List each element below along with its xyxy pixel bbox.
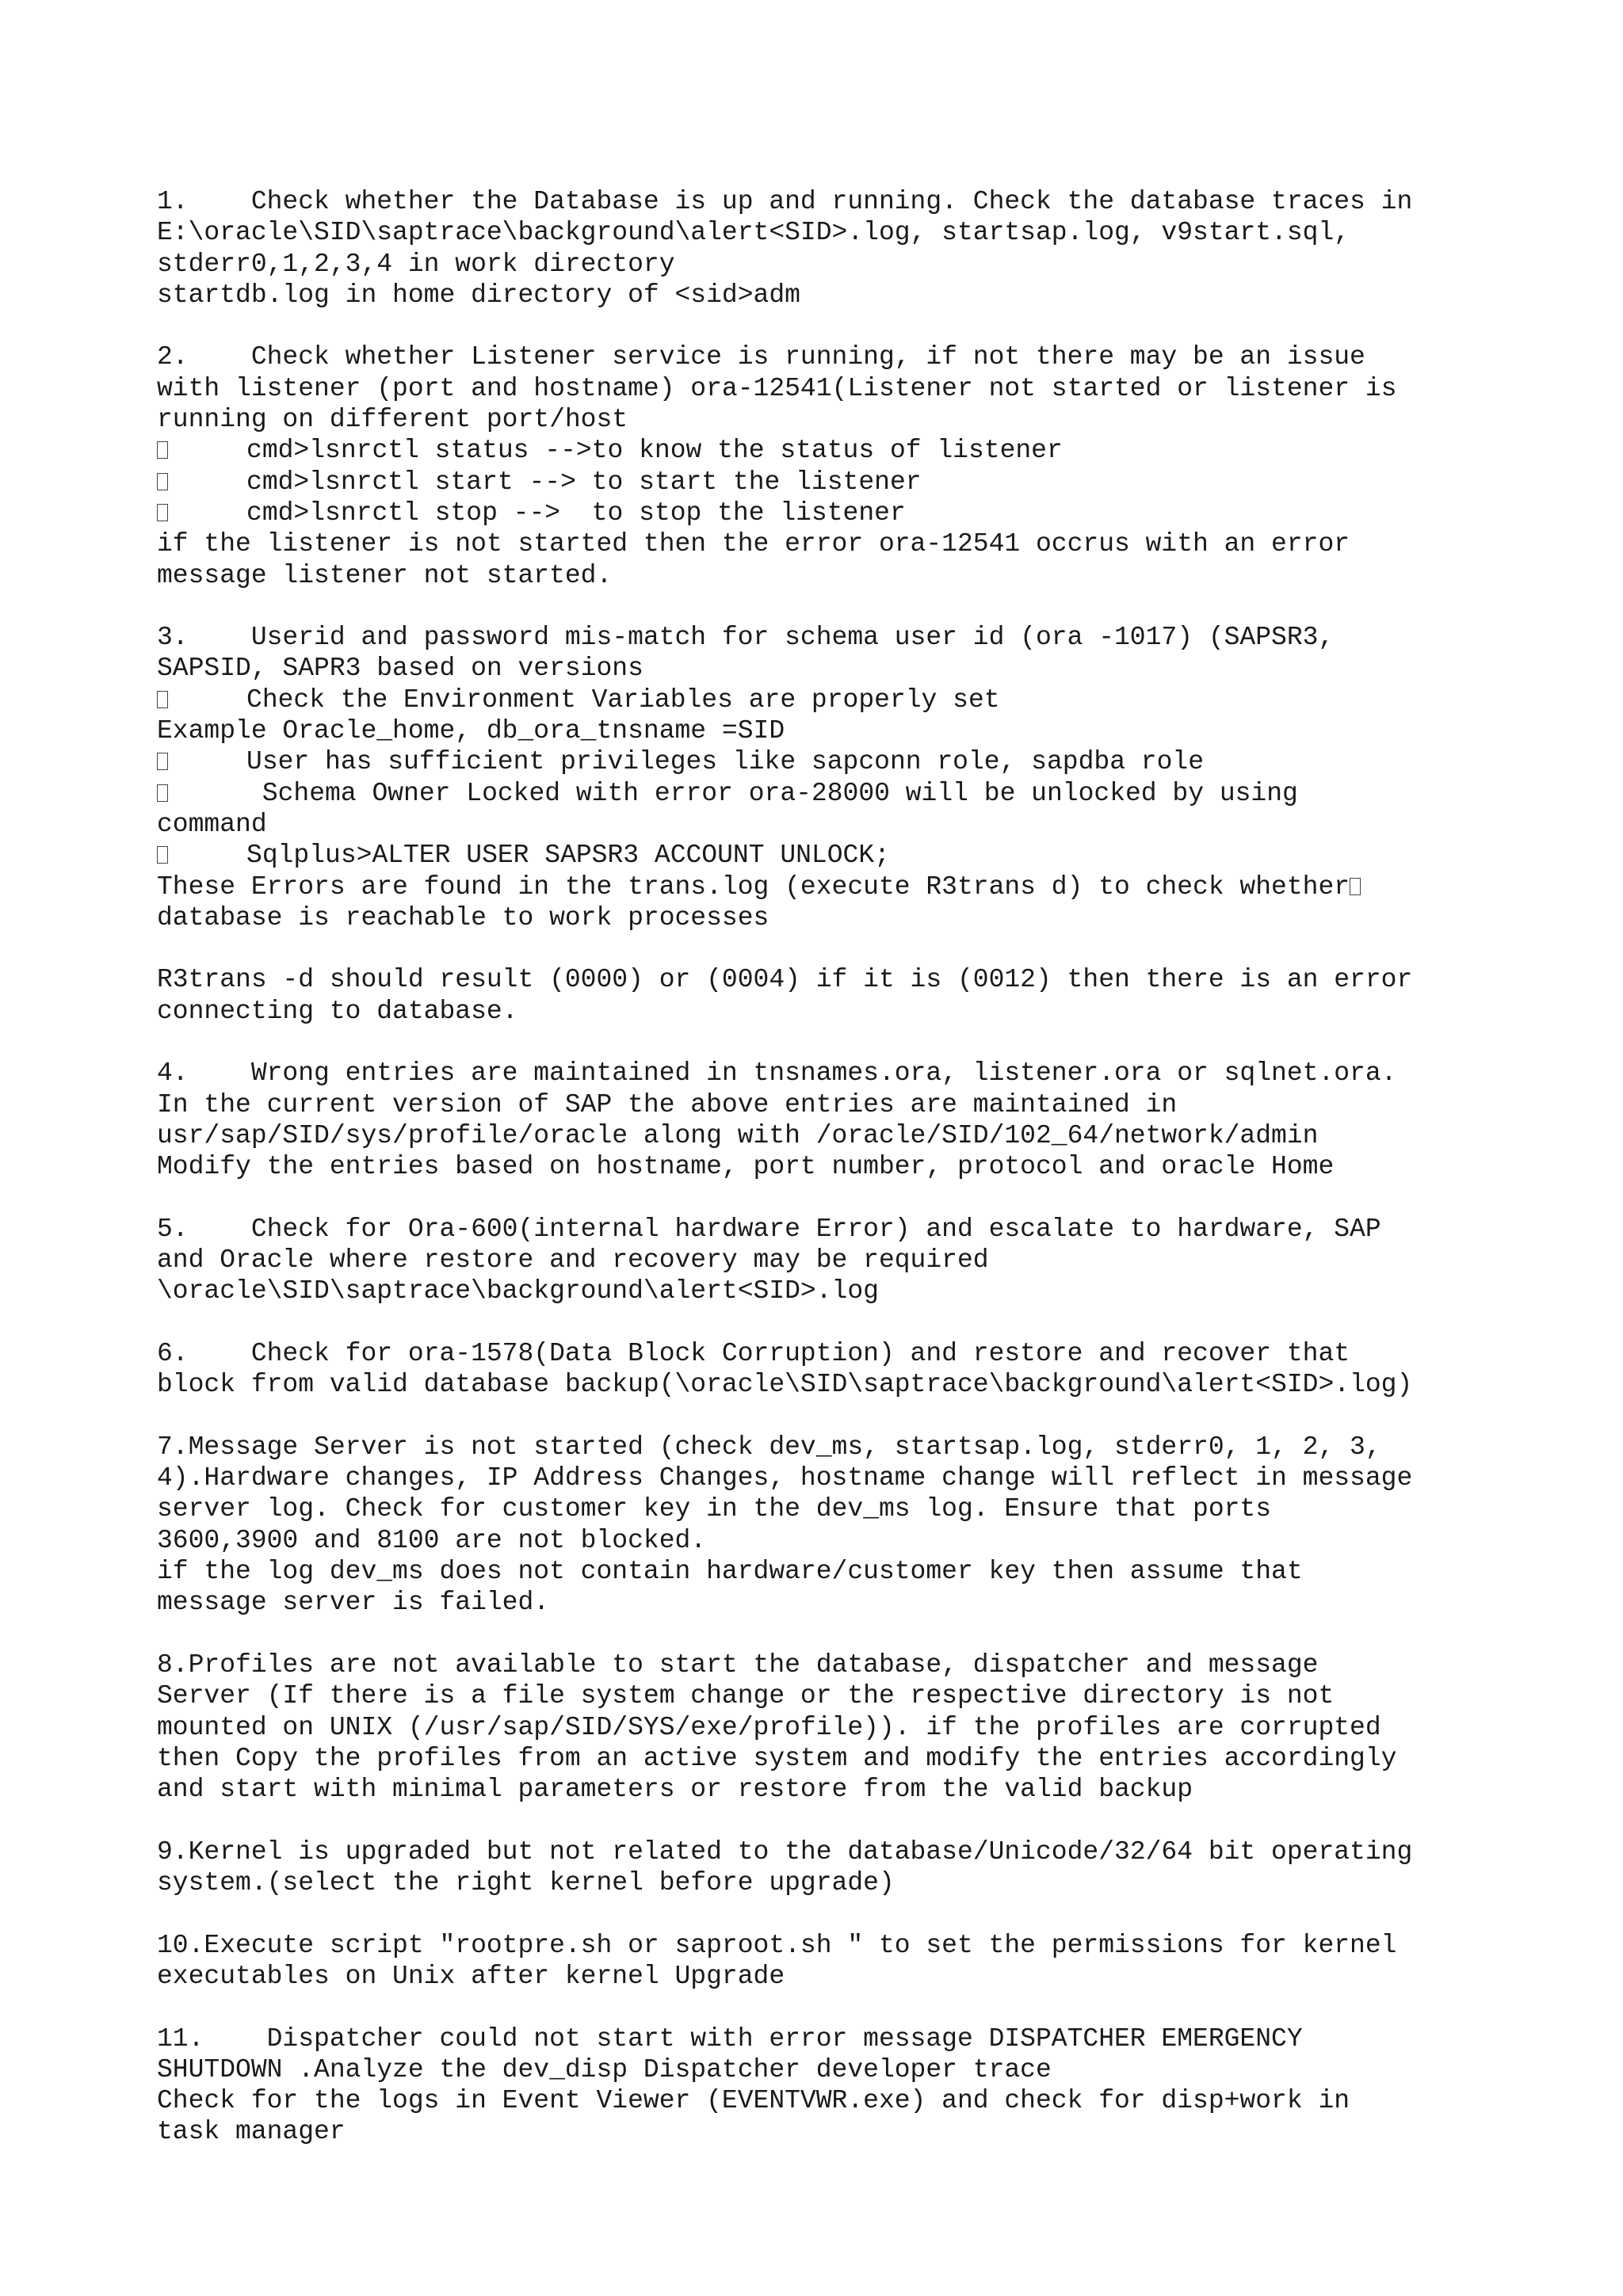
text-segment: with listener (port and hostname) ora-12541(Listener not started or listener is	[157, 373, 1397, 403]
text-line	[157, 778, 1488, 809]
text-line	[157, 653, 1488, 684]
text-segment: block from valid database backup(\oracle\SID\saptrace\background\alert<SID>.log)	[157, 1370, 1413, 1400]
text-line	[157, 1867, 1488, 1898]
troubleshooting-step-11	[157, 1930, 1488, 1993]
text-line	[157, 2023, 1488, 2054]
text-line	[157, 2085, 1488, 2116]
text-segment: Example Oracle_home, db_ora_tnsname =SID	[157, 716, 785, 746]
text-segment: cmd>lsnrctl stop --> to stop the listener	[168, 498, 906, 528]
text-line	[157, 404, 1488, 435]
text-segment: 3. Userid and password mis-match for schema user id (ora -1017) (SAPSR3,	[157, 623, 1335, 653]
text-segment: SAPSID, SAPR3 based on versions	[157, 654, 643, 684]
troubleshooting-step-4	[157, 964, 1488, 1027]
troubleshooting-step-10	[157, 1836, 1488, 1899]
text-line	[157, 902, 1488, 933]
text-line	[157, 1089, 1488, 1120]
missing-glyph-icon	[157, 784, 168, 802]
text-segment: 7.Message Server is not started (check dev_ms, startsap.log, stderr0, 1, 2, 3,	[157, 1432, 1381, 1462]
text-line	[157, 746, 1488, 777]
text-line	[157, 1680, 1488, 1711]
text-segment: 1. Check whether the Database is up and running. Check the database traces in	[157, 187, 1413, 216]
text-segment: and start with minimal parameters or restore from the valid backup	[157, 1775, 1193, 1805]
text-line	[157, 280, 1488, 311]
text-segment: Check for the logs in Event Viewer (EVENTVWR.exe) and check for disp+work in	[157, 2086, 1350, 2116]
text-segment: then Copy the profiles from an active system and modify the entries accordingly	[157, 1743, 1397, 1773]
text-line	[157, 1151, 1488, 1182]
text-line	[157, 1650, 1488, 1680]
text-segment: 2. Check whether Listener service is running, if not there may be an issue	[157, 342, 1365, 372]
text-segment: These Errors are found in the trans.log (execute R3trans	[157, 871, 1052, 902]
text-line	[157, 186, 1488, 217]
text-segment: \oracle\SID\saptrace\background\alert<SID>.log	[157, 1276, 879, 1306]
text-line	[157, 1338, 1488, 1369]
troubleshooting-step-8	[157, 1432, 1488, 1619]
text-line	[157, 560, 1488, 591]
text-segment: cmd>lsnrctl start --> to start the listener	[168, 467, 922, 497]
troubleshooting-step-6	[157, 1214, 1488, 1307]
text-segment: executables on Unix after kernel Upgrade	[157, 1961, 785, 1991]
text-line	[157, 840, 1488, 871]
text-line	[157, 217, 1488, 248]
text-segment: running on different port/host	[157, 405, 628, 435]
text-line	[157, 1276, 1488, 1306]
text-segment: command	[157, 809, 267, 839]
text-segment: if the listener is not started then the error ora-12541 occrus with an error	[157, 529, 1350, 559]
troubleshooting-step-2	[157, 341, 1488, 590]
text-segment: 5. Check for Ora-600(internal hardware Error) and escalate to hardware, SAP	[157, 1214, 1381, 1244]
text-line	[157, 622, 1488, 653]
text-line	[157, 1525, 1488, 1556]
text-segment: 11. Dispatcher could not start with error message DISPATCHER EMERGENCY	[157, 2023, 1303, 2054]
text-segment: Server (If there is a file system change or the respective directory is not	[157, 1681, 1335, 1711]
text-segment: 4).Hardware changes, IP Address Changes, hostname change will reflect in message	[157, 1463, 1413, 1493]
text-line	[157, 1058, 1488, 1089]
text-segment: d) to check whether	[1051, 871, 1350, 902]
troubleshooting-step-7	[157, 1338, 1488, 1401]
text-line	[157, 809, 1488, 840]
missing-glyph-icon	[157, 473, 168, 490]
text-segment: R3trans -d should result (0000) or (0004) if it is (0012) then there is an error	[157, 965, 1413, 995]
text-segment: and Oracle where restore and recovery may be required	[157, 1245, 989, 1276]
text-segment: startdb.log in home directory of <sid>adm	[157, 280, 800, 310]
text-segment: mounted on UNIX (/usr/sap/SID/SYS/exe/profile)). if the profiles are corrupted	[157, 1712, 1381, 1742]
text-line	[157, 996, 1488, 1027]
text-line	[157, 373, 1488, 404]
text-segment: usr/sap/SID/sys/profile/oracle along with /oracle/SID/102_64/network/admin	[157, 1120, 1319, 1150]
troubleshooting-step-5	[157, 1058, 1488, 1182]
text-segment: 10.Execute script "rootpre.sh or saproot.sh " to set the permissions for kernel	[157, 1930, 1397, 1960]
text-line	[157, 685, 1488, 715]
text-line	[157, 1463, 1488, 1493]
missing-glyph-icon	[157, 846, 168, 864]
text-segment: Modify the entries based on hostname, port number, protocol and oracle Home	[157, 1152, 1335, 1182]
text-line	[157, 1930, 1488, 1961]
text-segment: 6. Check for ora-1578(Data Block Corruption) and restore and recover that	[157, 1338, 1350, 1368]
troubleshooting-step-9	[157, 1650, 1488, 1805]
text-line	[157, 249, 1488, 280]
text-segment: database is reachable to work processes	[157, 902, 769, 933]
text-segment: 3600,3900 and 8100 are not blocked.	[157, 1525, 707, 1555]
text-segment: Schema Owner Locked with error ora-28000 will be unlocked by using	[168, 778, 1298, 808]
text-segment: task manager	[157, 2117, 346, 2147]
missing-glyph-icon	[1350, 878, 1361, 895]
missing-glyph-icon	[157, 753, 168, 770]
text-line	[157, 2116, 1488, 2147]
text-segment: 8.Profiles are not available to start the database, dispatcher and message	[157, 1650, 1319, 1680]
text-line	[157, 1961, 1488, 1992]
text-line	[157, 1556, 1488, 1587]
text-segment: Sqlplus>ALTER USER SAPSR3 ACCOUNT UNLOCK;	[168, 841, 890, 871]
text-segment: 4. Wrong entries are maintained in tnsnames.ora, listener.ora or sqlnet.ora.	[157, 1058, 1397, 1089]
text-line	[157, 1743, 1488, 1774]
text-line	[157, 1369, 1488, 1400]
text-line	[157, 341, 1488, 372]
text-line	[157, 467, 1488, 498]
text-segment: cmd>lsnrctl status -->to know the status of listener	[168, 436, 1063, 466]
text-segment: stderr0,1,2,3,4 in work directory	[157, 249, 675, 279]
text-line	[157, 1214, 1488, 1245]
text-segment: 9.Kernel is upgraded but not related to the database/Unicode/32/64 bit operating	[157, 1836, 1413, 1867]
text-line	[157, 1120, 1488, 1151]
text-segment: if the log dev_ms does not contain hardware/customer key then assume that	[157, 1557, 1303, 1587]
missing-glyph-icon	[157, 504, 168, 521]
text-line	[157, 964, 1488, 995]
text-segment: system.(select the right kernel before upgrade)	[157, 1868, 895, 1898]
text-line	[157, 528, 1488, 559]
troubleshooting-step-3	[157, 622, 1488, 933]
text-line	[157, 498, 1488, 528]
text-line	[157, 2054, 1488, 2085]
text-line	[157, 435, 1488, 466]
text-segment: message server is failed.	[157, 1588, 550, 1618]
text-segment: E:\oracle\SID\saptrace\background\alert<SID>.log, startsap.log, v9start.sql,	[157, 218, 1350, 248]
text-line	[157, 1836, 1488, 1867]
text-line	[157, 1587, 1488, 1618]
text-segment: Check the Environment Variables are properly set	[168, 685, 1000, 715]
document-body	[157, 186, 1488, 2179]
text-line	[157, 871, 1488, 902]
text-segment: In the current version of SAP the above entries are maintained in	[157, 1089, 1178, 1119]
text-line	[157, 1774, 1488, 1805]
text-segment: server log. Check for customer key in the dev_ms log. Ensure that ports	[157, 1494, 1272, 1524]
text-line	[157, 1712, 1488, 1743]
missing-glyph-icon	[157, 691, 168, 708]
troubleshooting-step-12	[157, 2023, 1488, 2148]
missing-glyph-icon	[157, 441, 168, 459]
troubleshooting-step-1	[157, 186, 1488, 311]
text-line	[157, 715, 1488, 746]
text-segment: SHUTDOWN .Analyze the dev_disp Dispatcher developer trace	[157, 2054, 1052, 2084]
text-line	[157, 1245, 1488, 1276]
text-segment: User has sufficient privileges like sapconn role, sapdba role	[168, 747, 1205, 777]
text-line	[157, 1432, 1488, 1463]
text-segment: message listener not started.	[157, 560, 613, 590]
text-line	[157, 1493, 1488, 1524]
text-segment: connecting to database.	[157, 996, 518, 1026]
